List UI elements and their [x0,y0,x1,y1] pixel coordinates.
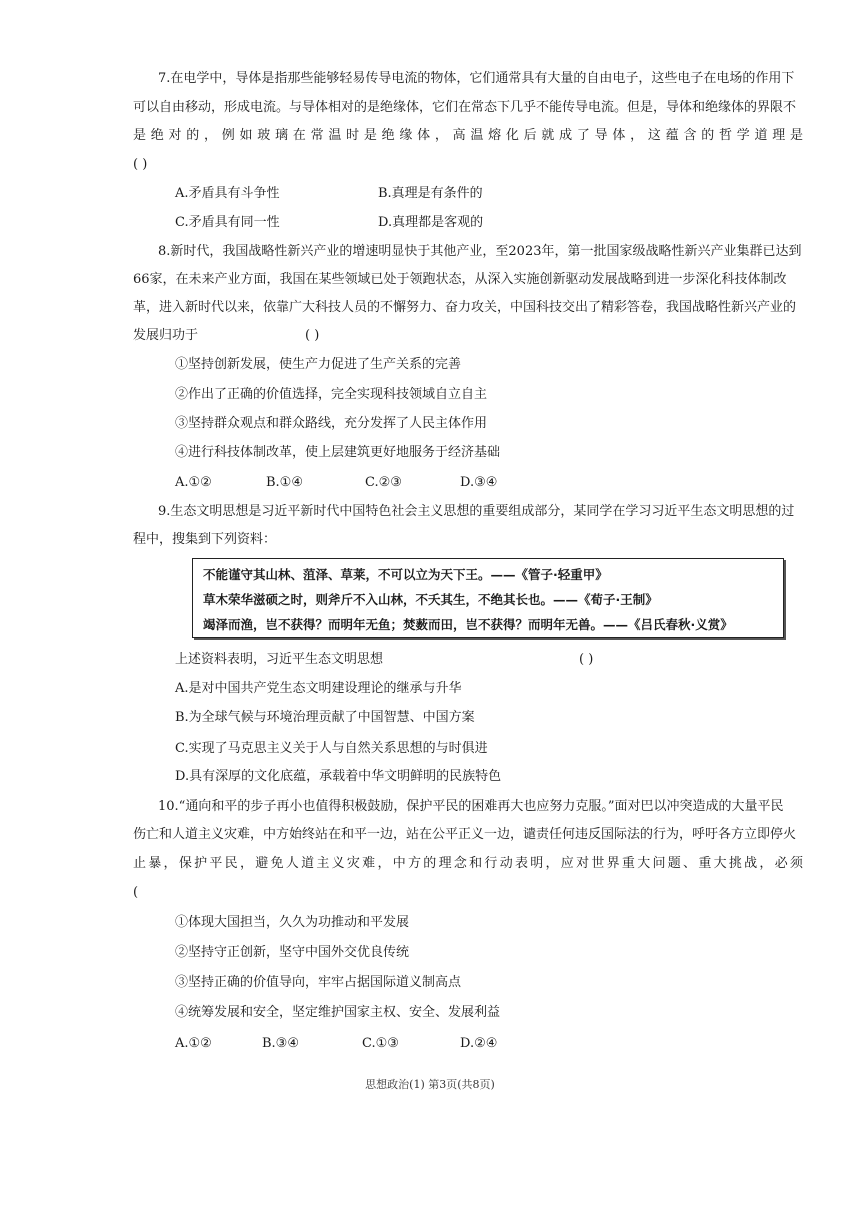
q10-choice-a: A.①② [175,1036,212,1051]
q9-option-a: A.是对中国共产党生态文明建设理论的继承与升华 [175,681,462,696]
q10-line-1: 10.“通向和平的步子再小也值得积极鼓励，保护平民的困难再大也应努力克服。”面对巴以冲突造成的大量平民 [158,799,784,814]
q7-line-2: 可以自由移动，形成电流。与导体相对的是绝缘体，它们在常态下几乎不能传导电流。但是，导体和绝缘体的界限不 [133,100,797,115]
q10-bracket: ( [133,885,139,900]
q8-choice-d: D.③④ [460,475,498,490]
q10-line-3: 止暴，保护平民，避免人道主义灾难，中方的理念和行动表明，应对世界重大问题、重大挑战，必须 [133,856,803,871]
page-footer: 思想政治(1) 第3页(共8页) [365,1078,495,1091]
q8-choice-a: A.①② [175,475,212,490]
q7-option-a: A.矛盾具有斗争性 [175,186,280,201]
q8-line-2: 66家，在未来产业方面，我国在某些领域已处于领跑状态，从深入实施创新驱动发展战略到进一步深化科技体制改 [133,272,787,287]
q9-option-c: C.实现了马克思主义关于人与自然关系思想的与时俱进 [175,741,488,756]
q10-line-2: 伤亡和人道主义灾难，中方始终站在和平一边，站在公平正义一边，谴责任何违反国际法的行为，呼吁各方立即停火 [133,827,797,842]
q7-line-3: 是绝对的，例如玻璃在常温时是绝缘体，高温熔化后就成了导体，这蕴含的哲学道理是 [133,128,803,143]
quote-lushi: 竭泽而渔，岂不获得？而明年无鱼；焚薮而田，岂不获得？而明年无兽。——《吕氏春秋·义赏》 [203,617,733,632]
q8-line-4: 发展归功于 [133,328,199,343]
q7-line-1: 7.在电学中，导体是指那些能够轻易传导电流的物体，它们通常具有大量的自由电子，这些电子在电场的作用下 [158,71,795,86]
q9-bracket: ( ) [579,652,594,667]
q9-option-b: B.为全球气候与环境治理贡献了中国智慧、中国方案 [175,710,475,725]
q8-bracket: ( ) [305,328,320,343]
q8-statement-4: ④进行科技体制改革，使上层建筑更好地服务于经济基础 [175,445,501,460]
q8-choice-c: C.②③ [365,475,402,490]
q9-stem: 上述资料表明，习近平生态文明思想 [175,652,384,667]
q7-option-c: C.矛盾具有同一性 [175,215,280,230]
q10-choice-c: C.①③ [362,1036,399,1051]
q8-statement-2: ②作出了正确的价值选择，完全实现科技领域自立自主 [175,387,488,402]
q7-bracket: ( ) [133,157,148,172]
q10-statement-4: ④统筹发展和安全，坚定维护国家主权、安全、发展利益 [175,1005,501,1020]
quote-guanzi: 不能谨守其山林、菹泽、草莱，不可以立为天下王。——《管子·轻重甲》 [203,567,608,582]
q7-option-b: B.真理是有条件的 [378,186,483,201]
quote-xunzi: 草木荣华滋硕之时，则斧斤不入山林，不夭其生，不绝其长也。——《荀子·王制》 [203,592,658,607]
q10-choice-b: B.③④ [262,1036,299,1051]
q8-statement-3: ③坚持群众观点和群众路线，充分发挥了人民主体作用 [175,416,488,431]
q10-statement-2: ②坚持守正创新，坚守中国外交优良传统 [175,945,410,960]
q8-line-1: 8.新时代，我国战略性新兴产业的增速明显快于其他产业，至2023年，第一批国家级战略性新兴产业集群已达到 [158,244,802,259]
q9-line-1: 9.生态文明思想是习近平新时代中国特色社会主义思想的重要组成部分，某同学在学习习近平生态文明思想的过 [158,504,795,519]
q10-statement-1: ①体现大国担当，久久为功推动和平发展 [175,915,410,930]
q9-line-2: 程中，搜集到下列资料： [133,532,277,547]
q10-choice-d: D.②④ [460,1036,498,1051]
q8-statement-1: ①坚持创新发展，使生产力促进了生产关系的完善 [175,357,462,372]
q10-statement-3: ③坚持正确的价值导向，牢牢占据国际道义制高点 [175,975,462,990]
q8-choice-b: B.①④ [266,475,303,490]
quote-box [192,558,784,638]
q9-option-d: D.具有深厚的文化底蕴，承载着中华文明鲜明的民族特色 [175,769,502,784]
q7-option-d: D.真理都是客观的 [378,215,484,230]
q8-line-3: 革，进入新时代以来，依靠广大科技人员的不懈努力、奋力攻关，中国科技交出了精彩答卷，我国战略性新兴产业的 [133,300,797,315]
